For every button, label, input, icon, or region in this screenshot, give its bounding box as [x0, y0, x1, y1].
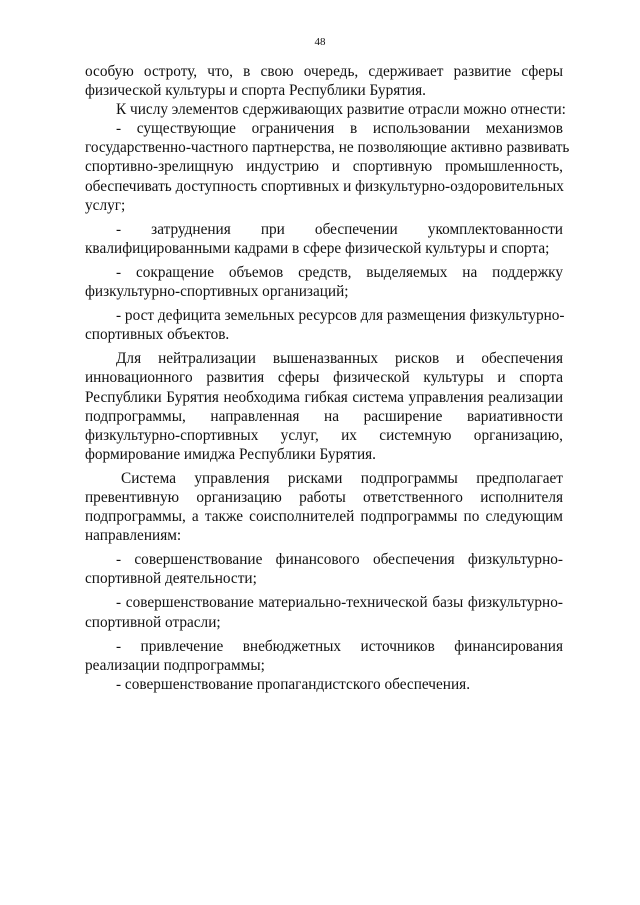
document-body — [85, 62, 570, 694]
text-line: инновационного развития сферы физической культуры и спорта — [85, 369, 563, 387]
text-line: государственно-частного партнерства, не позволяющие активно развивать — [85, 139, 570, 157]
text-line: спортивной деятельности; — [85, 570, 257, 588]
text-line: спортивной отрасли; — [85, 613, 221, 631]
text-line: - совершенствование пропагандистского обеспечения. — [116, 675, 471, 693]
text-line: - сокращение объемов средств, выделяемых на поддержку — [116, 263, 563, 281]
list-item-land-deficit — [85, 306, 563, 344]
text-line: направлениям: — [85, 527, 182, 545]
text-line: превентивную организацию работы ответственного исполнителя — [85, 488, 563, 506]
text-line: - существующие ограничения в использовании механизмов — [116, 120, 563, 138]
text-line: спортивных объектов. — [85, 326, 230, 344]
text-line: Республики Бурятия необходима гибкая система управления реализации — [85, 388, 563, 406]
paragraph-risk-neutralization — [85, 349, 563, 464]
text-line: реализации подпрограммы; — [85, 656, 265, 674]
paragraph-intro — [85, 62, 563, 100]
text-line: особую остроту, что, в свою очередь, сдерживает развитие сферы — [85, 63, 563, 80]
text-line: физической культуры и спорта Республики Бурятия. — [85, 82, 426, 100]
list-item-propaganda — [85, 675, 563, 694]
list-item-extrabudgetary-sources — [85, 637, 563, 675]
text-line: Для нейтрализации вышеназванных рисков и обеспечения — [116, 350, 563, 368]
page-number: 48 — [314, 36, 326, 48]
list-item-material-base — [85, 593, 563, 631]
text-line: - совершенствование финансового обеспечения физкультурно- — [116, 551, 563, 569]
text-line: Система управления рисками подпрограммы предполагает — [121, 469, 563, 487]
text-line: - совершенствование материально-технической базы физкультурно- — [116, 594, 563, 612]
text-line: квалифицированными кадрами в сфере физической культуры и спорта; — [85, 239, 550, 257]
list-item-staffing — [85, 220, 563, 258]
text-line: К числу элементов сдерживающих развитие отрасли можно отнести: — [116, 101, 566, 119]
text-line: формирование имиджа Республики Бурятия. — [85, 445, 376, 463]
text-line: услуг; — [85, 196, 126, 214]
text-line: - рост дефицита земельных ресурсов для размещения физкультурно- — [116, 307, 565, 325]
text-line: - привлечение внебюджетных источников финансирования — [116, 637, 563, 655]
text-line: обеспечивать доступность спортивных и физкультурно-оздоровительных — [85, 177, 564, 195]
text-line: подпрограммы, направленная на расширение вариативности — [85, 407, 563, 425]
list-item-restrictions — [85, 119, 570, 214]
paragraph-restraining-elements — [85, 100, 566, 119]
text-line: физкультурно-спортивных услуг, их системную организацию, — [85, 426, 563, 444]
paragraph-risk-management-system — [85, 469, 563, 545]
text-line: спортивно-зрелищную индустрию и спортивную промышленность, — [85, 158, 563, 176]
text-line: физкультурно-спортивных организаций; — [85, 283, 349, 301]
list-item-financial-support — [85, 550, 563, 588]
text-line: подпрограммы, а также соисполнителей подпрограммы по следующим — [85, 508, 563, 526]
list-item-funding-cuts — [85, 263, 563, 301]
text-line: - затруднения при обеспечении укомплектованности — [116, 220, 563, 238]
